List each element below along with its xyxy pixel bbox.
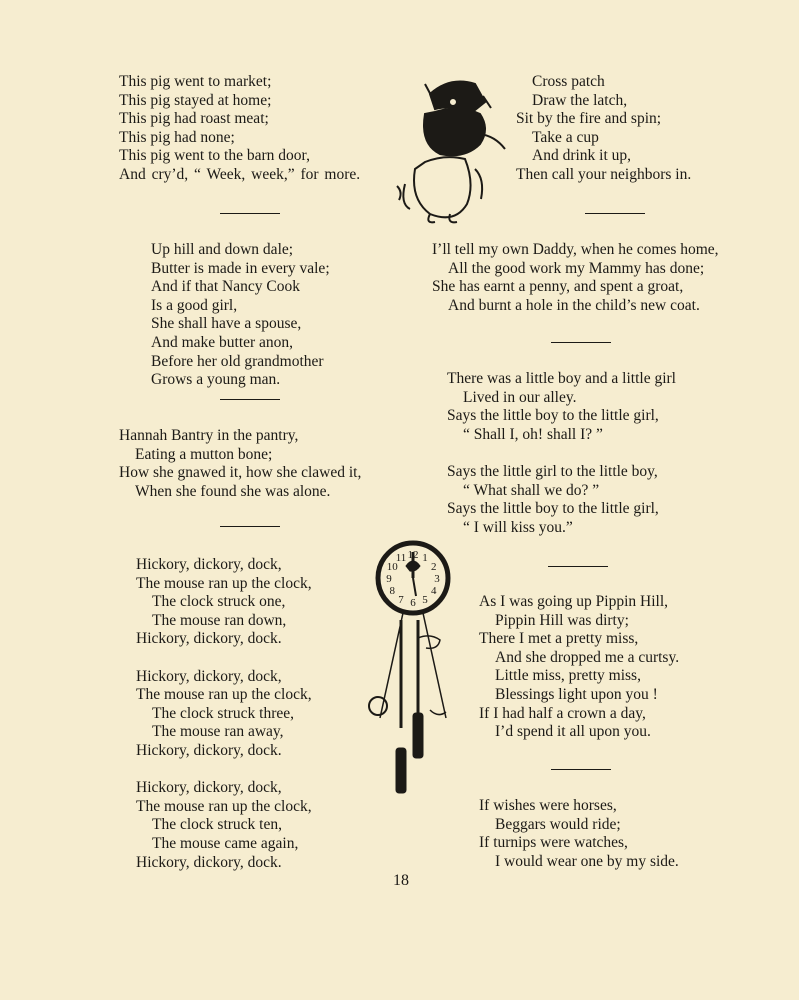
poem-line: She shall have a spouse, <box>151 315 302 333</box>
clock-numeral: 4 <box>431 585 437 597</box>
poem-hannah-bantry <box>119 427 361 501</box>
poem-line: Hickory, dickory, dock, <box>136 779 282 797</box>
poem-line: When she found she was alone. <box>135 482 331 500</box>
poem-line: “ Shall I, oh! shall I? ” <box>463 425 603 443</box>
poem-line: The mouse ran up the clock, <box>136 574 312 592</box>
poem-line: “ What shall we do? ” <box>463 481 600 499</box>
divider-rule <box>551 769 611 770</box>
poem-line: The mouse ran down, <box>152 611 287 629</box>
poem-line: The clock struck ten, <box>152 816 282 834</box>
divider-rule <box>548 566 608 567</box>
poem-line: Hickory, dickory, dock. <box>136 741 282 759</box>
clock-numeral: 6 <box>410 597 416 609</box>
poem-line: As I was going up Pippin Hill, <box>479 593 669 610</box>
poem-line: And she dropped me a curtsy. <box>495 648 680 666</box>
clock-illustration <box>368 538 463 806</box>
poem-daddy <box>432 241 719 315</box>
poem-line: The clock struck three, <box>152 704 295 722</box>
poem-line: Hickory, dickory, dock. <box>136 630 282 648</box>
pig-illustration <box>395 74 515 224</box>
poem-line: Beggars would ride; <box>495 815 621 833</box>
poem-little-boy <box>447 370 676 537</box>
poem-line: Before her old grandmother <box>151 352 324 370</box>
divider-rule <box>551 342 611 343</box>
poem-line: Blessings light upon you ! <box>495 685 658 703</box>
poem-line: This pig stayed at home; <box>119 91 272 109</box>
poem-line: Says the little girl to the little boy, <box>447 462 658 480</box>
poem-line: And if that Nancy Cook <box>151 278 300 296</box>
clock-numeral: 1 <box>422 552 428 565</box>
poem-line <box>136 761 312 780</box>
poem-line: Lived in our alley. <box>463 388 577 406</box>
clock-numeral: 2 <box>431 561 437 573</box>
poem-line <box>447 444 676 463</box>
poem-line: I’d spend it all upon you. <box>495 723 651 741</box>
poem-line: This pig had none; <box>119 128 235 146</box>
poem-line: Grows a young man. <box>151 371 281 389</box>
poem-line: There I met a pretty miss, <box>479 630 639 648</box>
poem-line: And cry’d, “ Week, week,” for more. <box>119 165 361 183</box>
poem-line: How she gnawed it, how she clawed it, <box>119 464 362 482</box>
poem-line: Says the little boy to the little girl, <box>447 407 659 425</box>
poem-line: The mouse ran away, <box>152 723 284 741</box>
poem-line: Hickory, dickory, dock, <box>136 556 282 573</box>
poem-line: The clock struck one, <box>152 593 286 611</box>
poem-line: Eating a mutton bone; <box>135 445 273 463</box>
poem-cross-patch <box>516 73 691 185</box>
poem-line: She has earnt a penny, and spent a groat, <box>432 278 684 296</box>
clock-numeral: 9 <box>386 573 392 585</box>
poem-line: Butter is made in every vale; <box>151 259 330 277</box>
poem-line: Up hill and down dale; <box>151 241 294 258</box>
clock-numeral: 10 <box>386 561 398 573</box>
clock-numeral: 12 <box>407 549 419 561</box>
poem-line: If wishes were horses, <box>479 797 617 814</box>
poem-line: Then call your neighbors in. <box>516 165 692 183</box>
poem-line: I would wear one by my side. <box>495 852 679 870</box>
divider-rule <box>585 213 645 214</box>
poem-line: Says the little boy to the little girl, <box>447 500 659 518</box>
clock-numeral: 7 <box>398 593 404 606</box>
divider-rule <box>220 526 280 527</box>
clock-numeral: 11 <box>395 552 407 565</box>
poem-line: And make butter anon, <box>151 333 294 351</box>
poem-line: This pig had roast meat; <box>119 110 269 128</box>
poem-line: Cross patch <box>532 73 605 90</box>
divider-rule <box>220 399 280 400</box>
poem-line: Sit by the fire and spin; <box>516 110 662 128</box>
poem-line: If turnips were watches, <box>479 834 628 852</box>
poem-line: Take a cup <box>532 128 599 146</box>
poem-if-wishes <box>479 797 679 871</box>
poem-pippin-hill <box>479 593 679 742</box>
clock-numeral: 5 <box>422 593 428 606</box>
poem-line: If I had half a crown a day, <box>479 704 646 722</box>
poem-line: I’ll tell my own Daddy, when he comes home, <box>432 241 719 258</box>
poem-line: There was a little boy and a little girl <box>447 370 676 387</box>
poem-line: This pig went to market; <box>119 73 272 90</box>
poem-line <box>136 649 312 668</box>
poem-line: The mouse came again, <box>152 834 299 852</box>
poem-line: Little miss, pretty miss, <box>495 667 641 685</box>
poem-line: Hannah Bantry in the pantry, <box>119 427 299 444</box>
poem-line: Hickory, dickory, dock. <box>136 853 282 871</box>
poem-line: Pippin Hill was dirty; <box>495 611 629 629</box>
page-number: 18 <box>393 872 409 889</box>
poem-line: The mouse ran up the clock, <box>136 797 312 815</box>
poem-line: Hickory, dickory, dock, <box>136 667 282 685</box>
clock-numeral: 8 <box>389 585 395 597</box>
poem-line: “ I will kiss you.” <box>463 518 573 536</box>
divider-rule <box>220 213 280 214</box>
poem-up-hill <box>151 241 330 390</box>
poem-line: Draw the latch, <box>532 91 628 109</box>
poem-line: All the good work my Mammy has done; <box>448 259 705 277</box>
poem-this-pig <box>119 73 360 185</box>
poem-line: This pig went to the barn door, <box>119 147 310 165</box>
poem-line: And burnt a hole in the child’s new coat. <box>448 296 700 314</box>
poem-line: Is a good girl, <box>151 296 238 314</box>
poem-hickory-dickory <box>136 556 312 872</box>
poem-line: And drink it up, <box>532 147 632 165</box>
poem-line: The mouse ran up the clock, <box>136 686 312 704</box>
clock-numeral: 3 <box>434 573 440 585</box>
